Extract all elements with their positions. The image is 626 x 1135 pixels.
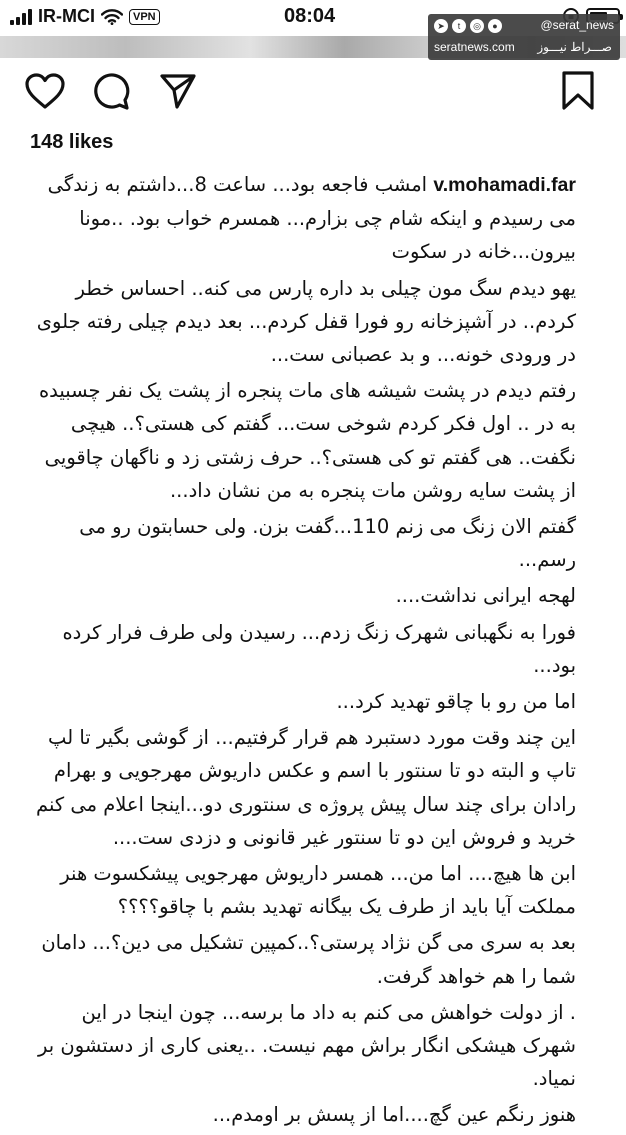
signal-bars-icon bbox=[10, 9, 32, 25]
likes-count[interactable]: 148 likes bbox=[30, 131, 114, 153]
caption-paragraph: هنوز رنگم عین گچ....اما از پسش بر اومدم... bbox=[212, 1103, 576, 1127]
caption-paragraph: بعد به سری می گن نژاد پرستی؟..کمپین تشکیل می دین؟... دامان شما را هم خواهد گرفت. bbox=[41, 931, 576, 988]
share-icon[interactable] bbox=[158, 71, 198, 111]
caption-paragraph: اما من رو با چاقو تهدید کرد... bbox=[336, 690, 576, 714]
caption-paragraph: لهجه ایرانی نداشت.... bbox=[395, 584, 576, 608]
caption-paragraph bbox=[24, 168, 576, 269]
watermark-brand: صـــراط نیـــوز bbox=[537, 40, 612, 54]
wifi-icon bbox=[101, 9, 123, 25]
twitter-icon: t bbox=[452, 19, 466, 33]
caption-paragraph: گفتم الان زنگ می زنم 110...گفت بزن. ولی حسابتون رو می رسم... bbox=[79, 515, 576, 572]
caption-paragraph: ابن ها هیچ.... اما من... همسر داریوش مهرجویی پیشکسوت هنر مملکت آیا باید از طرف یک بیگانه تهدید بشم با چاقو؟؟؟؟ bbox=[60, 862, 576, 919]
social-icons bbox=[434, 19, 502, 33]
website-icon: ● bbox=[488, 19, 502, 33]
post-actions bbox=[0, 66, 626, 116]
vpn-badge: VPN bbox=[129, 9, 160, 25]
caption-paragraph: این چند وقت مورد دستبرد هم قرار گرفتیم... از گوشی بگیر تا لپ تاپ و البته دو تا سنتور با اسم و عکس داریوش مهرجویی و بهرام رادان برای چند سال پیش پروژه ی سنتوری دو...اینجا اعلام می کنم خرید و فروش این دو تا سنتور غیر قانونی و دزدی ست.... bbox=[35, 726, 576, 849]
carrier-name: IR-MCI bbox=[38, 6, 95, 26]
caption-paragraph: رفتم دیدم در پشت شیشه های مات پنجره از پشت یک نفر چسبیده به در .. اول فکر کردم شوخی ست... گفتم کی هستی؟.. هیچی نگفت.. هی گفتم تو کی هستی؟.. حرف زشتی زد و ناگهان چاقویی از پشت سایه روشن مات پنجره به من نشان داد... bbox=[38, 379, 576, 502]
author-username[interactable]: v.mohamadi.far bbox=[433, 174, 576, 196]
instagram-icon: ◎ bbox=[470, 19, 484, 33]
caption-paragraph: فورا به نگهبانی شهرک زنگ زدم... رسیدن ولی طرف فرار کرده بود... bbox=[62, 620, 576, 677]
news-watermark bbox=[428, 14, 620, 60]
watermark-handle: @serat_news bbox=[540, 18, 614, 32]
telegram-icon: ➤ bbox=[434, 19, 448, 33]
caption-paragraph: یهو دیدم سگ مون چیلی بد داره پارس می کنه.. احساس خطر کردم.. در آشپزخانه رو فورا قفل کردم... بعد دیدم چیلی رفته جلوی در ورودی خونه... و بد عصبانی ست... bbox=[36, 276, 576, 367]
caption-paragraph: . از دولت خواهش می کنم به داد ما برسه... چون اینجا در این شهرک هیشکی انگار براش مهم نیست. ..یعنی کاری از دستشون بر نمیاد. bbox=[38, 1000, 576, 1091]
caption-text: امشب فاجعه بود... ساعت 8...داشتم به زندگی می رسیدم و اینکه شام چی بزارم... همسرم خواب بود. ..مونا بیرون...خانه در سکوت bbox=[47, 173, 576, 264]
watermark-site: seratnews.com bbox=[434, 40, 515, 54]
heart-icon[interactable] bbox=[24, 72, 66, 110]
comment-icon[interactable] bbox=[91, 71, 131, 111]
post-caption bbox=[24, 168, 576, 1135]
carrier-group bbox=[10, 6, 160, 27]
clock: 08:04 bbox=[284, 5, 336, 27]
bookmark-icon[interactable] bbox=[560, 70, 596, 112]
